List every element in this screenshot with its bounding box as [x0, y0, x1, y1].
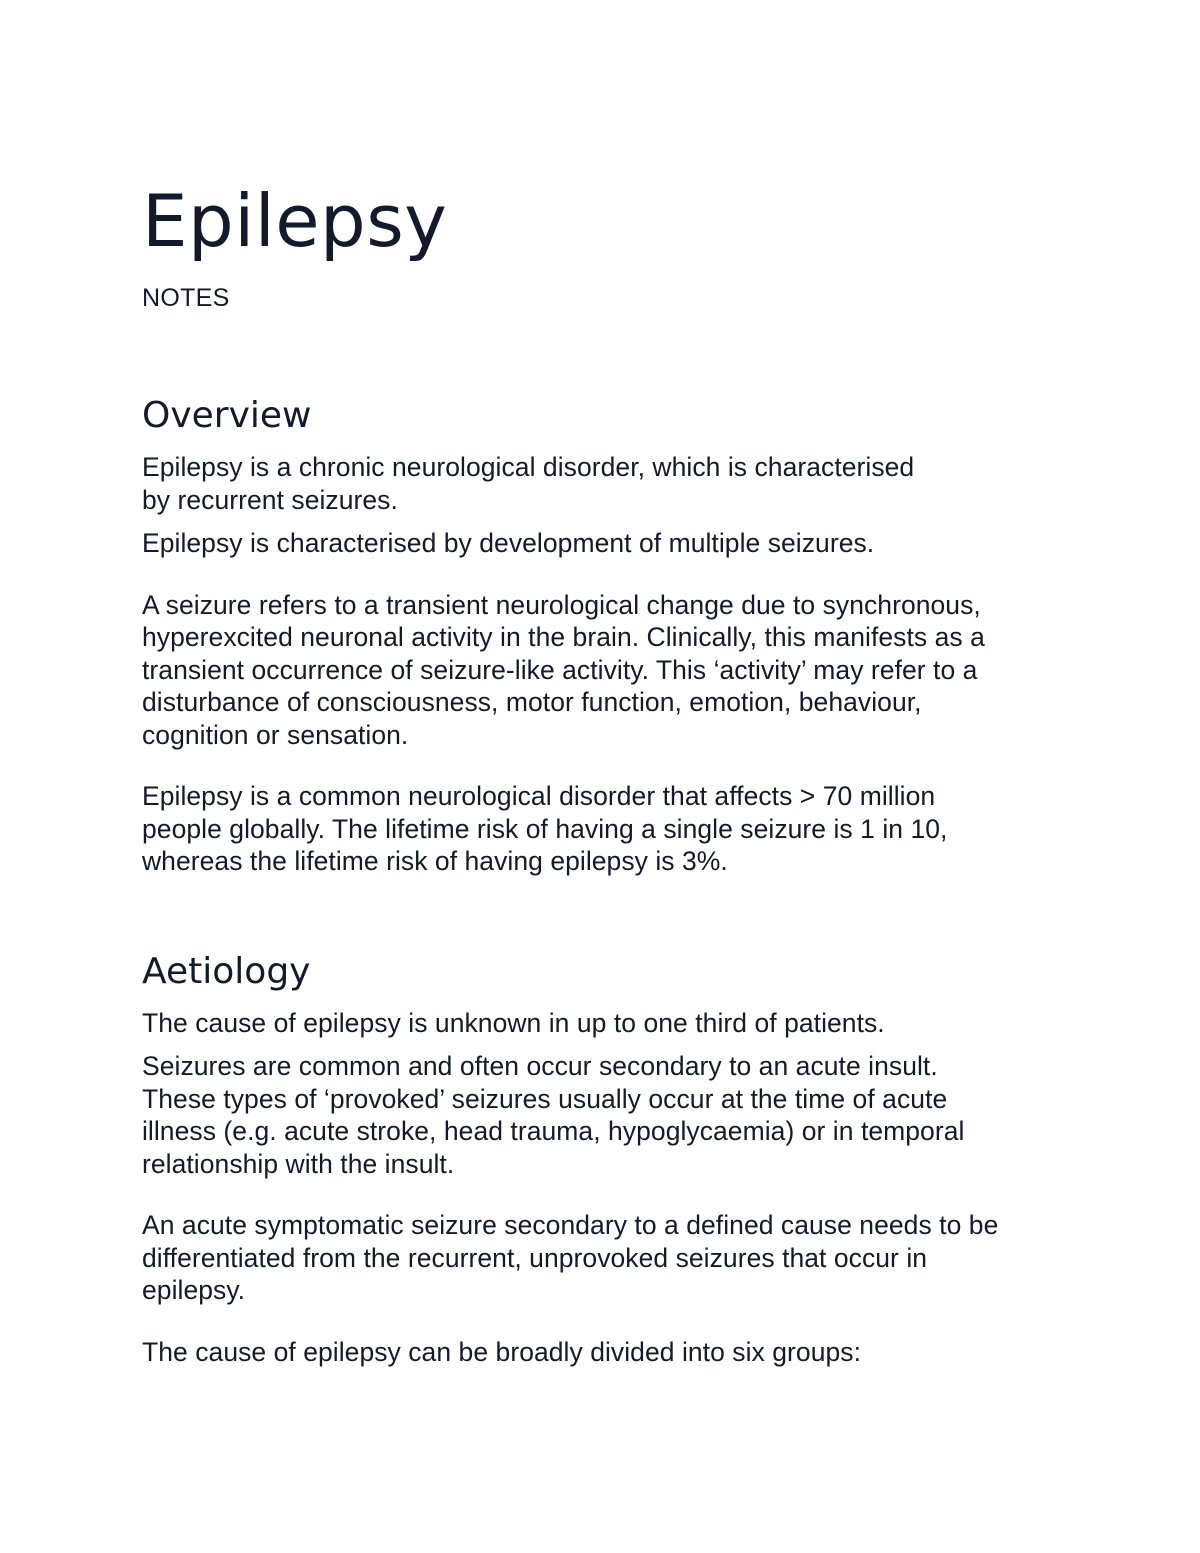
text-line: by recurrent seizures. — [142, 484, 398, 515]
text-line: transient occurrence of seizure-like activity. This ‘activity’ may refer to a — [142, 654, 978, 685]
document-subtitle: NOTES — [142, 284, 230, 312]
paragraph — [142, 780, 1082, 878]
section-heading-overview: Overview — [142, 395, 312, 436]
paragraph — [142, 1209, 1082, 1307]
paragraph — [142, 451, 1082, 516]
text-line: hyperexcited neuronal activity in the brain. Clinically, this manifests as a — [142, 622, 985, 652]
text-line: Epilepsy is a common neurological disorder that affects > 70 million — [142, 781, 936, 811]
text-line: differentiated from the recurrent, unprovoked seizures that occur in — [142, 1242, 928, 1273]
section-heading-aetiology: Aetiology — [142, 950, 311, 992]
text-line: whereas the lifetime risk of having epilepsy is 3%. — [142, 846, 728, 876]
text-line: illness (e.g. acute stroke, head trauma, hypoglycaemia) or in temporal — [142, 1116, 965, 1146]
text-line: Epilepsy is characterised by development of multiple seizures. — [142, 528, 875, 558]
text-line: A seizure refers to a transient neurological change due to synchronous, — [142, 589, 981, 620]
document-title: Epilepsy — [142, 179, 448, 263]
text-line: disturbance of consciousness, motor function, emotion, behaviour, — [142, 687, 922, 717]
text-line: Seizures are common and often occur secondary to an acute insult. — [142, 1051, 938, 1081]
text-line: These types of ‘provoked’ seizures usually occur at the time of acute — [142, 1083, 948, 1114]
text-line: epilepsy. — [142, 1275, 246, 1305]
paragraph — [142, 589, 1082, 752]
text-line: The cause of epilepsy can be broadly divided into six groups: — [142, 1336, 861, 1367]
section-aetiology — [142, 950, 1082, 1369]
document-body — [142, 176, 1082, 1368]
text-line: Epilepsy is a chronic neurological disorder, which is characterised — [142, 452, 915, 482]
text-line: people globally. The lifetime risk of having a single seizure is 1 in 10, — [142, 813, 948, 844]
paragraph — [142, 527, 1082, 560]
text-line: relationship with the insult. — [142, 1148, 455, 1179]
paragraph — [142, 1336, 1082, 1369]
paragraph — [142, 1007, 1082, 1040]
text-line: cognition or sensation. — [142, 719, 409, 750]
section-overview — [142, 394, 1082, 878]
text-line: The cause of epilepsy is unknown in up to one third of patients. — [142, 1007, 885, 1038]
text-line: An acute symptomatic seizure secondary to a defined cause needs to be — [142, 1210, 999, 1240]
paragraph — [142, 1050, 1082, 1180]
